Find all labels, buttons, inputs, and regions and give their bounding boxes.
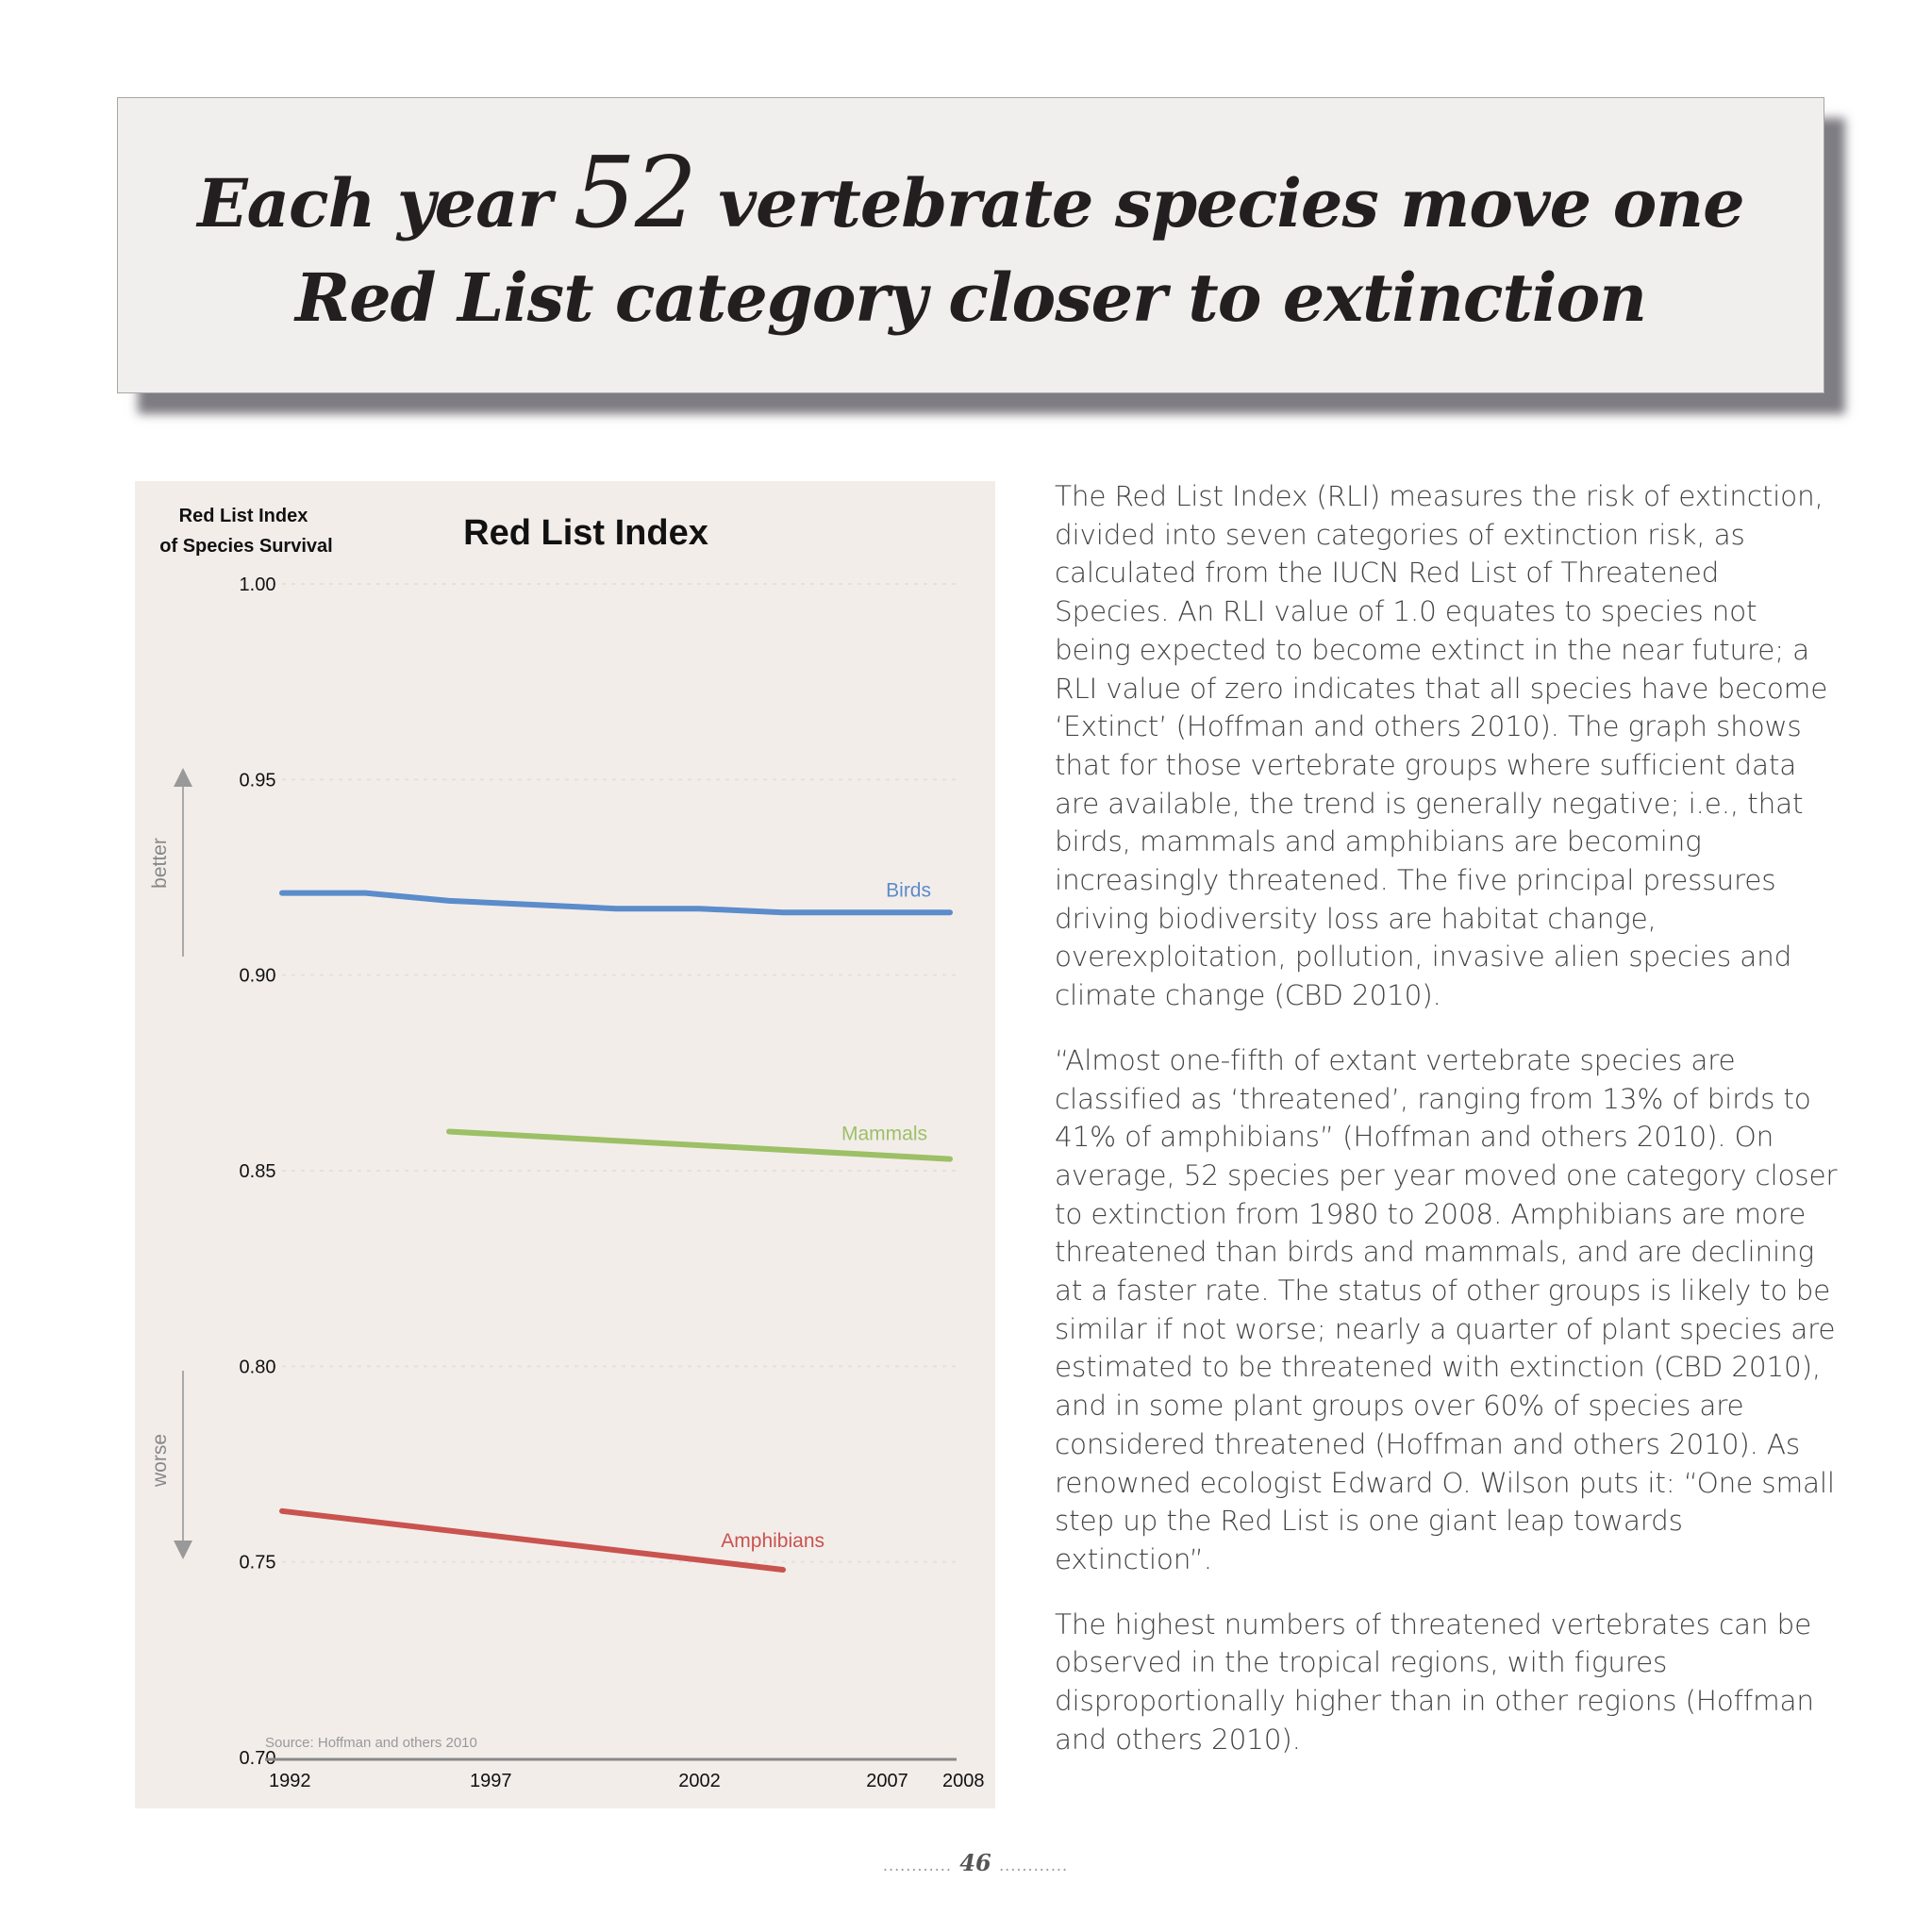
y-tick-label: 0.85	[239, 1161, 276, 1182]
x-tick-label: 1992	[269, 1771, 311, 1791]
series-label-mammals: Mammals	[841, 1123, 927, 1145]
x-tick-label: 1997	[470, 1771, 512, 1791]
y-tick-label: 0.95	[239, 770, 276, 791]
series-line-amphibians	[282, 1511, 783, 1570]
page-footer	[872, 1849, 1079, 1876]
paragraph-2: “Almost one-fifth of extant vertebrate species are classified as ‘threatened’, ranging from 13% of birds to 41% of amphibians” (Hoffman and others 2010). On average, 52 species per year moved one category closer to extinction from 1980 to 2008. Amphibians are more threatened than birds and mammals, and are declining at a faster rate. The status of other groups is likely to be similar if not worse; nearly a quarter of plant species are estimated to be threatened with extinction (CBD 2010), and in some plant groups over 60% of species are considered threatened (Hoffman and others 2010). As renowned ecologist Edward O. Wilson puts it: “One small step up the Red List is one giant leap towards extinction”.	[1055, 1043, 1838, 1575]
footer-dots-right: ............	[999, 1857, 1069, 1874]
y-tick-label: 0.90	[239, 965, 276, 987]
body-text	[1055, 477, 1838, 1786]
y-axis-label-line1: Red List Index	[178, 506, 308, 526]
chart-panel	[135, 481, 995, 1808]
y-tick-label: 0.75	[239, 1552, 276, 1574]
chart-title: Red List Index	[463, 513, 708, 553]
title-text-pre: Each year	[197, 164, 574, 242]
series-line-birds	[282, 893, 950, 913]
title-text-post: vertebrate species move one	[696, 164, 1744, 242]
y-tick-label: 0.70	[239, 1748, 276, 1769]
title-line-1	[197, 135, 1744, 251]
title-line-2: Red List category closer to extinction	[294, 258, 1647, 337]
paragraph-1: The Red List Index (RLI) measures the risk of extinction, divided into seven categories of extinction risk, as calculated from the IUCN Red List of Threatened Species. An RLI value of 1.0 equates to species not being expected to become extinct in the near future; a RLI value of zero indicates that all species have become ‘Extinct’ (Hoffman and others 2010). The graph shows that for those vertebrate groups where sufficient data are available, the trend is generally negative; i.e., that birds, mammals and amphibians are becoming increasingly threatened. The five principal pressures driving biodiversity loss are habitat change, overexploitation, pollution, invasive alien species and climate change (CBD 2010).	[1055, 480, 1828, 1012]
series-label-birds: Birds	[886, 879, 931, 902]
y-axis-label-line2: of Species Survival	[159, 536, 333, 557]
x-tick-label: 2002	[678, 1771, 721, 1791]
footer-dots-left: ............	[882, 1857, 952, 1874]
better-label: better	[149, 838, 171, 889]
series-label-amphibians: Amphibians	[721, 1529, 824, 1552]
y-tick-label: 1.00	[239, 575, 276, 595]
red-list-index-chart	[135, 481, 995, 1808]
page-number: 46	[959, 1849, 991, 1876]
worse-label: worse	[149, 1433, 171, 1488]
paragraph-3: The highest numbers of threatened vertebrates can be observed in the tropical regions, with figures disproportionally higher than in other regions (Hoffman and others 2010).	[1055, 1607, 1814, 1756]
source-note: Source: Hoffman and others 2010	[265, 1735, 477, 1751]
y-tick-label: 0.80	[239, 1357, 276, 1378]
title-banner	[117, 97, 1824, 393]
x-tick-label: 2007	[866, 1771, 908, 1791]
x-tick-label: 2008	[942, 1771, 985, 1791]
title-number: 52	[573, 135, 697, 250]
